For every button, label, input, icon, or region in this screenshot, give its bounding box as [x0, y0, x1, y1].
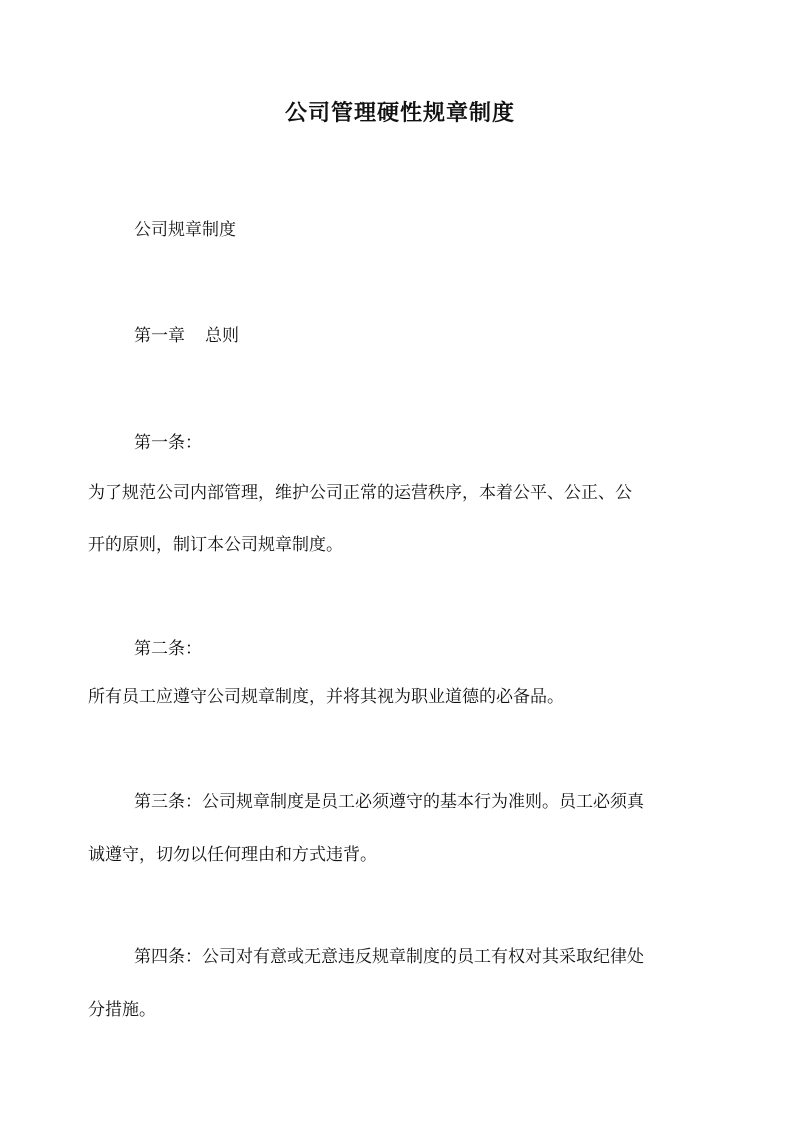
- article-4-line-1: 第四条：公司对有意或无意违反规章制度的员工有权对其采取纪律处: [134, 947, 644, 967]
- article-2-line-1: 所有员工应遵守公司规章制度，并将其视为职业道德的必备品。: [88, 687, 564, 707]
- article-1-line-2: 开的原则，制订本公司规章制度。: [88, 535, 343, 555]
- article-1-label: 第一条：: [134, 433, 202, 453]
- article-3-line-2: 诚遵守，切勿以任何理由和方式违背。: [88, 845, 377, 865]
- document-subtitle: 公司规章制度: [134, 220, 236, 240]
- chapter-number: 第一章: [134, 326, 185, 346]
- chapter-heading: [134, 324, 718, 348]
- article-2-label: 第二条：: [134, 639, 202, 659]
- article-1-line-1: 为了规范公司内部管理，维护公司正常的运营秩序，本着公平、公正、公: [88, 483, 632, 503]
- chapter-name: 总则: [205, 326, 239, 346]
- article-4-line-2: 分措施。: [88, 1000, 156, 1020]
- document-title: 公司管理硬性规章制度: [284, 100, 515, 126]
- article-3-line-1: 第三条：公司规章制度是员工必须遵守的基本行为准则。员工必须真: [134, 792, 644, 812]
